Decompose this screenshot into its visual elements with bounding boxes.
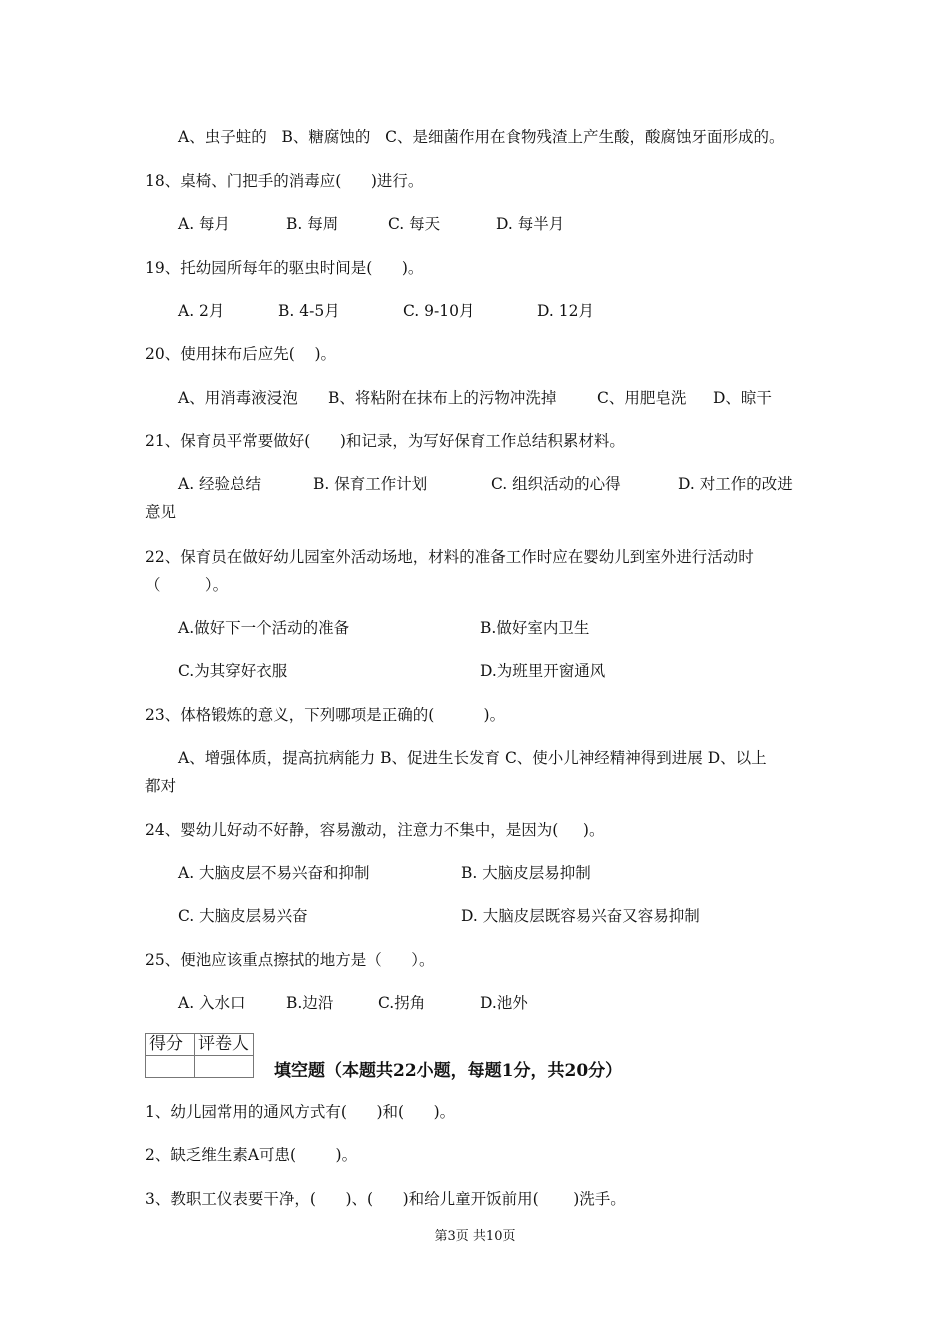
q24-option-a: A. 大脑皮层不易兴奋和抑制 [178,864,370,882]
q20-option-a: A、用消毒液浸泡 [178,389,298,407]
score-label: 得分 [146,1034,195,1056]
q17-options: A、虫子蛀的 B、糖腐蚀的 C、是细菌作用在食物残渣上产生酸，酸腐蚀牙面形成的。 [178,128,785,146]
q23-stem: 23、体格锻炼的意义，下列哪项是正确的( )。 [145,706,506,724]
fill-2: 2、缺乏维生素A可患( )。 [145,1146,358,1164]
q24-option-d: D. 大脑皮层既容易兴奋又容易抑制 [461,907,700,925]
q21-option-d: D. 对工作的改进 [678,475,793,493]
fill-3: 3、教职工仪表要干净，( )、( )和给儿童开饭前用( )洗手。 [145,1190,626,1208]
q22-option-b: B.做好室内卫生 [480,619,590,637]
q19-stem: 19、托幼园所每年的驱虫时间是( )。 [145,259,424,277]
fill-1: 1、幼儿园常用的通风方式有( )和( )。 [145,1103,456,1121]
q24-option-c: C. 大脑皮层易兴奋 [178,907,308,925]
q22-option-a: A.做好下一个活动的准备 [178,619,350,637]
q19-option-c: C. 9-10月 [403,302,475,320]
score-table [145,1033,254,1078]
q20-option-c: C、用肥皂洗 [597,389,687,407]
page-footer: 第3页 共10页 [434,1229,516,1244]
q25-option-d: D.池外 [480,994,528,1012]
q25-option-a: A. 入水口 [178,994,246,1012]
q18-stem: 18、桌椅、门把手的消毒应( )进行。 [145,172,424,190]
q19-option-d: D. 12月 [537,302,594,320]
q22-stem: 22、保育员在做好幼儿园室外活动场地，材料的准备工作时应在婴幼儿到室外进行活动时 [145,548,754,566]
q22-option-d: D.为班里开窗通风 [480,662,606,680]
q22-option-c: C.为其穿好衣服 [178,662,288,680]
q22-continuation: （ ）。 [145,576,229,594]
q21-option-a: A. 经验总结 [178,475,262,493]
q18-option-a: A. 每月 [178,215,231,233]
q23-continuation: 都对 [145,777,177,795]
q20-option-d: D、晾干 [713,389,772,407]
section-title: 填空题（本题共22小题，每题1分，共20分） [274,1061,623,1081]
q20-option-b: B、将粘附在抹布上的污物冲洗掉 [328,389,557,407]
q19-option-a: A. 2月 [178,302,225,320]
q18-option-d: D. 每半月 [496,215,565,233]
q21-option-b: B. 保育工作计划 [313,475,428,493]
q25-option-c: C.拐角 [378,994,426,1012]
q21-continuation: 意见 [145,503,177,521]
q18-option-c: C. 每天 [388,215,441,233]
q25-option-b: B.边沿 [286,994,334,1012]
grader-label: 评卷人 [195,1034,254,1056]
q21-option-c: C. 组织活动的心得 [491,475,621,493]
score-cell [146,1056,195,1078]
q24-option-b: B. 大脑皮层易抑制 [461,864,591,882]
q19-option-b: B. 4-5月 [278,302,340,320]
q20-stem: 20、使用抹布后应先( )。 [145,345,337,363]
q24-stem: 24、婴幼儿好动不好静，容易激动，注意力不集中，是因为( )。 [145,821,605,839]
q25-stem: 25、便池应该重点擦拭的地方是（ ）。 [145,951,435,969]
q18-option-b: B. 每周 [286,215,339,233]
q23-options: A、增强体质，提高抗病能力 B、促进生长发育 C、使小儿神经精神得到进展 D、以上 [178,749,767,767]
grader-cell [195,1056,254,1078]
q21-stem: 21、保育员平常要做好( )和记录，为写好保育工作总结积累材料。 [145,432,625,450]
